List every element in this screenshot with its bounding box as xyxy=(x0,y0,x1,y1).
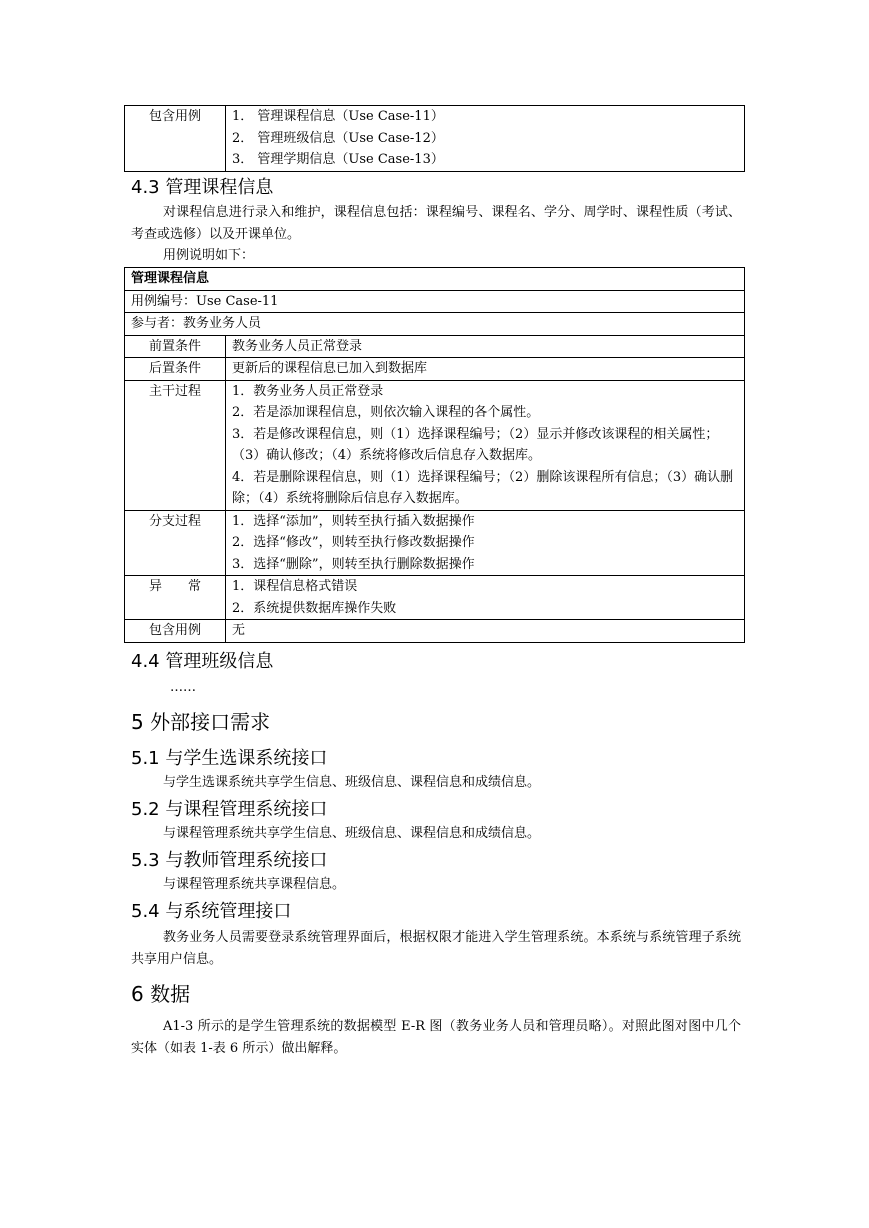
include-usecase-value: 无 xyxy=(226,620,745,643)
usecase-intro: 用例说明如下： xyxy=(163,248,255,263)
text-5-2: 与课程管理系统共享学生信息、班级信息、课程信息和成绩信息。 xyxy=(163,826,541,841)
usecase-actor: 参与者：教务业务人员 xyxy=(125,313,745,336)
paragraph-5-4: 教务业务人员需要登录系统管理界面后，根据权限才能进入学生管理系统。本系统与系统管理子系统共享用户信息。 xyxy=(131,930,741,967)
main-flow-item: 3．若是修改课程信息，则（1）选择课程编号；（2）显示并修改该课程的相关属性；（3）确认修改；（4）系统将修改后信息存入数据库。 xyxy=(232,426,719,463)
main-flow-item: 2．若是添加课程信息，则依次输入课程的各个属性。 xyxy=(232,405,540,420)
exception-label: 异 常 xyxy=(125,576,226,620)
ellipsis-text: …… xyxy=(170,680,196,695)
branch-flow-label: 分支过程 xyxy=(125,510,226,576)
heading-5: 5 外部接口需求 xyxy=(131,710,271,734)
post-condition-label: 后置条件 xyxy=(125,358,226,381)
heading-4-3: 4.3 管理课程信息 xyxy=(131,177,274,198)
pre-condition-value: 教务业务人员正常登录 xyxy=(226,335,745,358)
paragraph-6: A1-3 所示的是学生管理系统的数据模型 E-R 图（教务业务人员和管理员略）。对照此图对图中几个实体（如表 1-表 6 所示）做出解释。 xyxy=(131,1019,741,1056)
main-flow-label: 主干过程 xyxy=(125,380,226,510)
post-condition-value: 更新后的课程信息已加入到数据库 xyxy=(226,358,745,381)
heading-6: 6 数据 xyxy=(131,982,191,1006)
include-item: 2． 管理班级信息（Use Case-12） xyxy=(232,130,444,146)
heading-5-3: 5.3 与教师管理系统接口 xyxy=(131,850,328,871)
usecase-id: 用例编号：Use Case-11 xyxy=(125,290,745,313)
usecase-title: 管理课程信息 xyxy=(125,268,745,291)
include-usecase-label: 包含用例 xyxy=(125,620,226,643)
branch-flow-items xyxy=(226,510,745,576)
usecase-table xyxy=(124,267,745,643)
include-items xyxy=(226,106,745,172)
heading-5-1: 5.1 与学生选课系统接口 xyxy=(131,748,328,769)
branch-flow-item: 2．选择“修改”，则转至执行修改数据操作 xyxy=(232,535,475,550)
branch-flow-item: 1．选择“添加”，则转至执行插入数据操作 xyxy=(232,513,475,529)
main-flow-items xyxy=(226,380,745,510)
heading-4-4: 4.4 管理班级信息 xyxy=(131,651,274,672)
main-flow-item: 1．教务业务人员正常登录 xyxy=(232,383,384,399)
exception-items xyxy=(226,576,745,620)
text-5-3: 与课程管理系统共享课程信息。 xyxy=(163,877,346,892)
include-usecase-table xyxy=(124,105,745,172)
branch-flow-item: 3．选择“删除”，则转至执行删除数据操作 xyxy=(232,556,475,572)
include-label: 包含用例 xyxy=(125,106,226,172)
heading-5-2: 5.2 与课程管理系统接口 xyxy=(131,799,328,820)
exception-item: 2．系统提供数据库操作失败 xyxy=(232,600,397,616)
text-5-1: 与学生选课系统共享学生信息、班级信息、课程信息和成绩信息。 xyxy=(163,775,541,790)
exception-item: 1．课程信息格式错误 xyxy=(232,579,358,594)
include-item: 3． 管理学期信息（Use Case-13） xyxy=(232,152,444,167)
paragraph-4-3: 对课程信息进行录入和维护，课程信息包括：课程编号、课程名、学分、周学时、课程性质（考试、考查或选修）以及开课单位。 xyxy=(131,205,741,242)
include-item: 1． 管理课程信息（Use Case-11） xyxy=(232,109,444,124)
heading-5-4: 5.4 与系统管理接口 xyxy=(131,901,292,922)
main-flow-item: 4．若是删除课程信息，则（1）选择课程编号；（2）删除该课程所有信息；（3）确认删除；（4）系统将删除后信息存入数据库。 xyxy=(232,469,734,506)
pre-condition-label: 前置条件 xyxy=(125,335,226,358)
